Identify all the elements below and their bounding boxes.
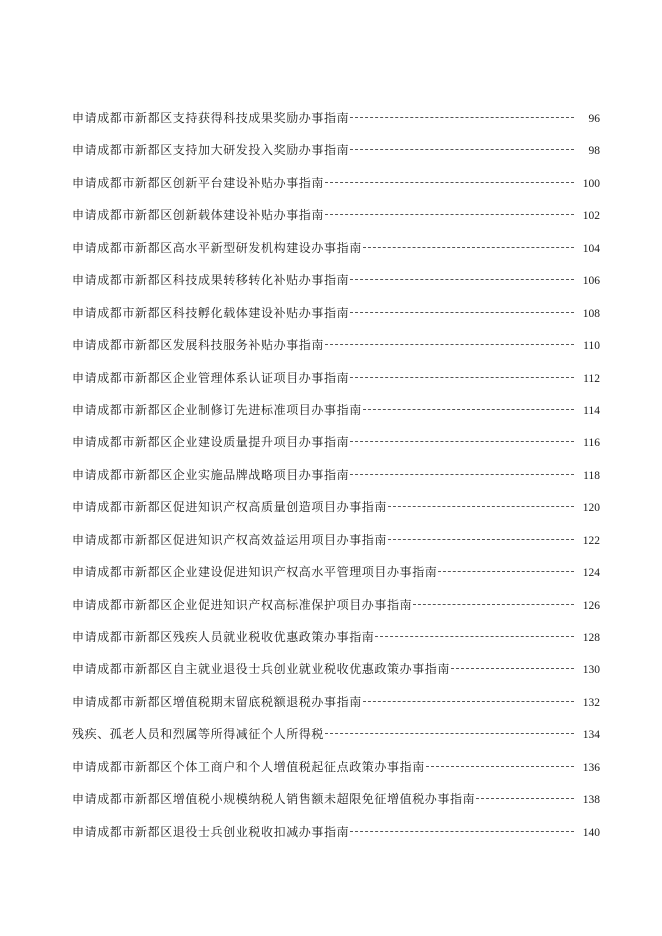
toc-entry-title: 申请成都市新都区增值税期末留底税额退税办事指南 bbox=[72, 694, 362, 709]
toc-dot-leader bbox=[476, 798, 574, 799]
toc-entry[interactable] bbox=[72, 466, 600, 498]
toc-entry-title: 申请成都市新都区创新载体建设补贴办事指南 bbox=[72, 208, 325, 223]
toc-page-number: 128 bbox=[582, 632, 600, 644]
toc-dot-leader bbox=[350, 377, 574, 378]
toc-entry-title: 申请成都市新都区企业管理体系认证项目办事指南 bbox=[72, 370, 350, 385]
toc-entry[interactable] bbox=[72, 174, 600, 206]
toc-dot-leader bbox=[363, 409, 574, 410]
toc-page-number: 122 bbox=[582, 534, 600, 547]
toc-entry-title: 申请成都市新都区企业制修订先进标准项目办事指南 bbox=[72, 402, 362, 417]
toc-entry-title: 申请成都市新都区科技孵化载体建设补贴办事指南 bbox=[72, 305, 350, 320]
toc-entry-title: 申请成都市新都区企业实施品牌战略项目办事指南 bbox=[72, 467, 350, 482]
toc-entry[interactable] bbox=[72, 239, 600, 271]
toc-entry-title: 残疾、孤老人员和烈属等所得减征个人所得税 bbox=[72, 727, 325, 742]
toc-entry-title: 申请成都市新都区企业建设质量提升项目办事指南 bbox=[72, 435, 350, 450]
toc-entry-title: 申请成都市新都区促进知识产权高质量创造项目办事指南 bbox=[72, 500, 388, 515]
toc-entry-title: 申请成都市新都区发展科技服务补贴办事指南 bbox=[72, 338, 325, 353]
toc-page-number: 108 bbox=[582, 307, 600, 320]
toc-entry-title: 申请成都市新都区促进知识产权高效益运用项目办事指南 bbox=[72, 532, 388, 547]
toc-dot-leader bbox=[451, 668, 574, 669]
toc-dot-leader bbox=[375, 636, 574, 637]
toc-dot-leader bbox=[325, 733, 574, 734]
table-of-contents bbox=[72, 109, 600, 855]
toc-entry[interactable] bbox=[72, 790, 600, 822]
toc-dot-leader bbox=[350, 149, 574, 150]
toc-dot-leader bbox=[350, 441, 574, 442]
toc-entry[interactable] bbox=[72, 109, 600, 141]
toc-dot-leader bbox=[325, 344, 574, 345]
toc-page-number: 120 bbox=[582, 502, 600, 515]
toc-entry[interactable] bbox=[72, 596, 600, 628]
toc-dot-leader bbox=[350, 831, 574, 832]
toc-entry-title: 申请成都市新都区科技成果转移转化补贴办事指南 bbox=[72, 273, 350, 288]
toc-page-number: 118 bbox=[583, 469, 600, 482]
toc-entry[interactable] bbox=[72, 628, 600, 660]
toc-entry[interactable] bbox=[72, 401, 600, 433]
toc-page-number: 110 bbox=[583, 340, 600, 353]
toc-dot-leader bbox=[325, 182, 574, 183]
toc-page-number: 104 bbox=[582, 242, 600, 255]
toc-page-number: 130 bbox=[582, 664, 600, 677]
toc-entry[interactable] bbox=[72, 725, 600, 757]
toc-page-number: 102 bbox=[582, 210, 600, 223]
toc-dot-leader bbox=[388, 506, 574, 507]
toc-page-number: 100 bbox=[582, 177, 600, 190]
toc-entry-title: 申请成都市新都区自主就业退役士兵创业就业税收优惠政策办事指南 bbox=[72, 662, 451, 677]
toc-page-number: 140 bbox=[582, 826, 600, 839]
toc-entry-title: 申请成都市新都区企业建设促进知识产权高水平管理项目办事指南 bbox=[72, 565, 438, 580]
toc-dot-leader bbox=[413, 604, 574, 605]
toc-entry-title: 申请成都市新都区支持加大研发投入奖励办事指南 bbox=[72, 143, 350, 158]
toc-dot-leader bbox=[350, 117, 574, 118]
toc-page-number: 106 bbox=[582, 275, 600, 288]
toc-entry[interactable] bbox=[72, 304, 600, 336]
toc-page-number: 98 bbox=[588, 145, 600, 158]
toc-entry[interactable] bbox=[72, 823, 600, 855]
toc-entry[interactable] bbox=[72, 141, 600, 173]
toc-entry[interactable] bbox=[72, 563, 600, 595]
toc-page-number: 136 bbox=[582, 761, 600, 774]
toc-page-number: 116 bbox=[583, 437, 600, 450]
toc-dot-leader bbox=[438, 571, 574, 572]
toc-entry[interactable] bbox=[72, 660, 600, 692]
toc-page-number: 126 bbox=[582, 599, 600, 612]
toc-page-number: 112 bbox=[583, 372, 600, 385]
toc-entry-title: 申请成都市新都区高水平新型研发机构建设办事指南 bbox=[72, 240, 362, 255]
toc-page-number: 132 bbox=[582, 696, 600, 709]
toc-dot-leader bbox=[350, 279, 574, 280]
toc-entry[interactable] bbox=[72, 693, 600, 725]
toc-entry[interactable] bbox=[72, 758, 600, 790]
toc-entry[interactable] bbox=[72, 531, 600, 563]
toc-entry-title: 申请成都市新都区支持获得科技成果奖励办事指南 bbox=[72, 111, 350, 125]
toc-entry-title: 申请成都市新都区残疾人员就业税收优惠政策办事指南 bbox=[72, 630, 375, 644]
toc-entry-title: 申请成都市新都区退役士兵创业税收扣减办事指南 bbox=[72, 824, 350, 839]
toc-entry-title: 申请成都市新都区个体工商户和个人增值税起征点政策办事指南 bbox=[72, 759, 425, 774]
toc-dot-leader bbox=[350, 474, 574, 475]
toc-entry[interactable] bbox=[72, 271, 600, 303]
toc-page-number: 134 bbox=[582, 729, 600, 742]
toc-dot-leader bbox=[363, 247, 574, 248]
toc-dot-leader bbox=[388, 539, 574, 540]
toc-entry-title: 申请成都市新都区创新平台建设补贴办事指南 bbox=[72, 175, 325, 190]
toc-entry[interactable] bbox=[72, 336, 600, 368]
toc-entry[interactable] bbox=[72, 498, 600, 530]
toc-dot-leader bbox=[325, 214, 574, 215]
toc-page-number: 96 bbox=[588, 113, 600, 125]
toc-page-number: 138 bbox=[582, 794, 600, 807]
toc-entry-title: 申请成都市新都区企业促进知识产权高标准保护项目办事指南 bbox=[72, 597, 413, 612]
toc-page-number: 114 bbox=[583, 404, 600, 417]
toc-entry-title: 申请成都市新都区增值税小规模纳税人销售额未超限免征增值税办事指南 bbox=[72, 792, 476, 807]
toc-entry[interactable] bbox=[72, 433, 600, 465]
toc-page-number: 124 bbox=[582, 567, 600, 580]
toc-dot-leader bbox=[363, 701, 574, 702]
toc-entry[interactable] bbox=[72, 369, 600, 401]
toc-dot-leader bbox=[350, 312, 574, 313]
toc-entry[interactable] bbox=[72, 206, 600, 238]
toc-dot-leader bbox=[426, 766, 574, 767]
